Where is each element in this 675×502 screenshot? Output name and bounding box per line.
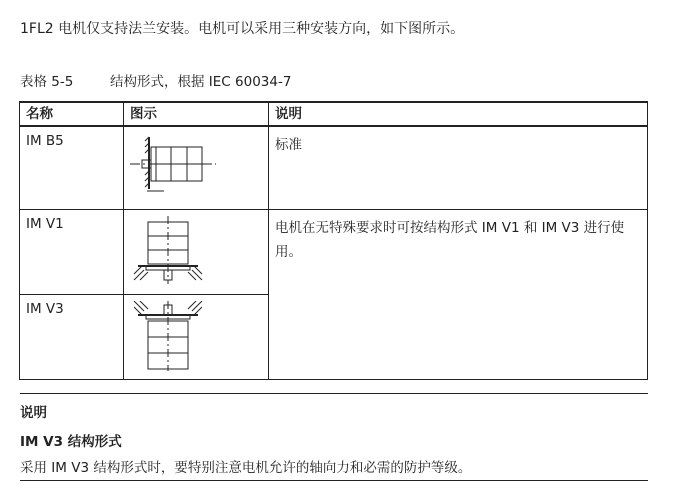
note-subtitle: IM V3 结构形式 bbox=[20, 434, 122, 450]
table-number: 表格 5-5 bbox=[20, 74, 74, 90]
flange-vertical-down-icon bbox=[130, 216, 260, 284]
note-body: 采用 IM V3 结构形式时，要特别注意电机允许的轴向力和必需的防护等级。 bbox=[20, 460, 472, 476]
row-name: IM B5 bbox=[20, 126, 124, 209]
table-caption bbox=[20, 70, 291, 90]
table-header-row bbox=[20, 102, 648, 126]
note-top-rule bbox=[20, 393, 648, 394]
mounting-types-table bbox=[19, 101, 648, 380]
row-description: 电机在无特殊要求时可按结构形式 IM V1 和 IM V3 进行使用。 bbox=[269, 209, 648, 379]
header-figure: 图示 bbox=[124, 102, 269, 126]
flange-horizontal-icon bbox=[130, 133, 260, 195]
row-name: IM V3 bbox=[20, 294, 124, 379]
note-title: 说明 bbox=[20, 405, 47, 421]
row-figure bbox=[124, 126, 269, 209]
table-row bbox=[20, 126, 648, 209]
row-description: 标准 bbox=[269, 126, 648, 209]
table-row bbox=[20, 209, 648, 294]
table-title: 结构形式，根据 IEC 60034-7 bbox=[110, 74, 292, 90]
flange-vertical-up-icon bbox=[130, 301, 260, 371]
header-description: 说明 bbox=[269, 102, 648, 126]
header-name: 名称 bbox=[20, 102, 124, 126]
row-figure bbox=[124, 209, 269, 294]
row-figure bbox=[124, 294, 269, 379]
note-bottom-rule bbox=[20, 480, 648, 481]
intro-text: 1FL2 电机仅支持法兰安装。电机可以采用三种安装方向，如下图所示。 bbox=[20, 21, 465, 37]
row-name: IM V1 bbox=[20, 209, 124, 294]
